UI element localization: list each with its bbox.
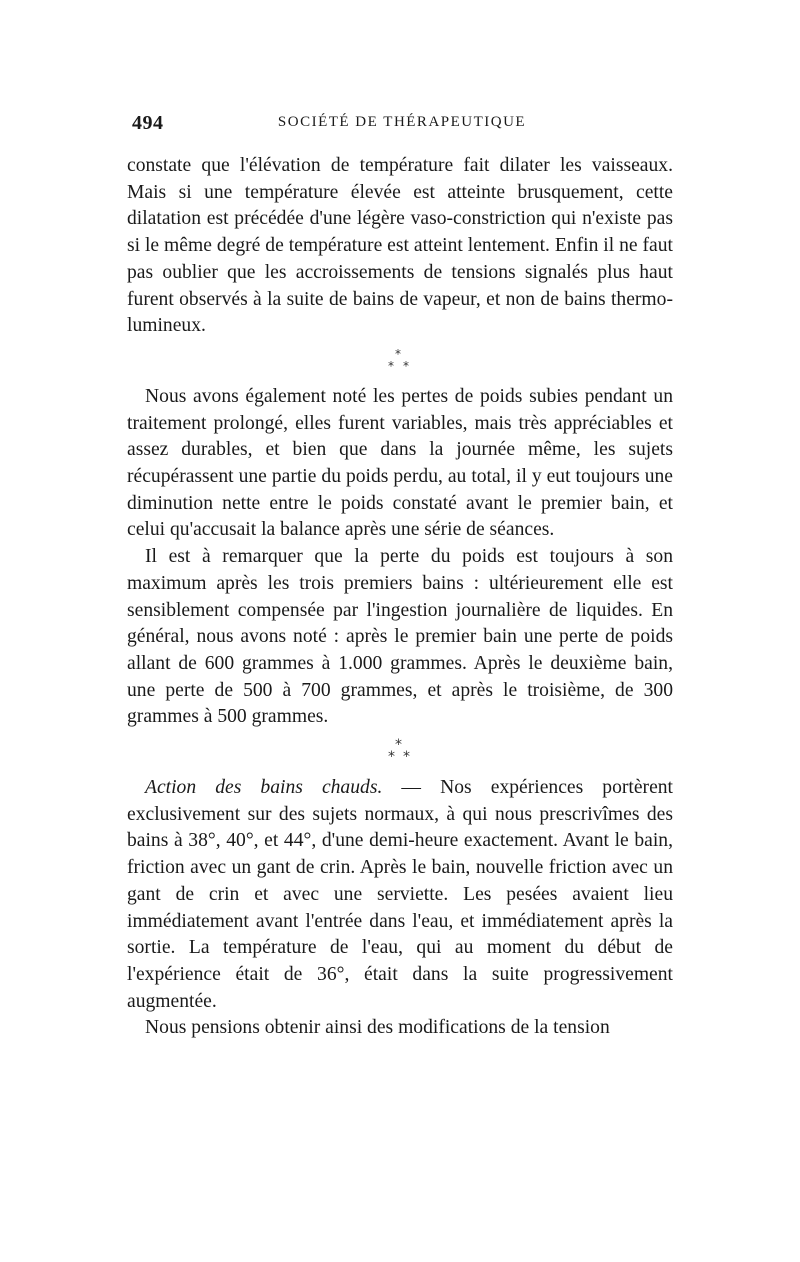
asterisk: * <box>388 358 394 373</box>
body-text <box>127 153 673 1042</box>
paragraph <box>127 775 673 1015</box>
section-heading: Action des bains chauds. <box>145 777 383 799</box>
paragraph: constate que l'élévation de température fait dilater les vaisseaux. Mais si une température élevée est atteinte brusquement, cette dilatation est précédée d'une légère vaso-constriction qui n'existe pas si le même degré de température est atteint lentement. Enfin il ne faut pas oublier que les accroissements de tensions signalés plus haut furent observés à la suite de bains de vapeur, et non de bains thermo-lumineux. <box>127 155 673 337</box>
asterisk: * <box>388 749 395 766</box>
paragraph: Nous avons également noté les pertes de poids subies pendant un traitement prolongé, elles furent variables, mais très appréciables et assez durables, et bien que dans la journée même, les sujets récupérassent une partie du poids perdu, au total, il y eut toujours une diminution nette entre le poids constaté avant le premier bain, et celui qu'accusait la balance après une série de séances. <box>127 385 673 541</box>
paragraph: Nous pensions obtenir ainsi des modifications de la tension <box>145 1017 610 1039</box>
page-number: 494 <box>132 112 164 134</box>
asterisk: * <box>395 346 401 361</box>
section-separator <box>370 340 430 384</box>
running-head <box>132 112 672 136</box>
paragraph: Il est à remarquer que la perte du poids est toujours à son maximum après les trois premiers bains : ultérieurement elle est sensiblement compensée par l'ingestion journalière de liquides. En général, nous avons noté : après le premier bain une perte de poids allant de 600 grammes à 1.000 grammes. Après le deuxième bain, une perte de 500 à 700 grammes, et après le troisième, de 300 grammes à 500 grammes. <box>127 546 673 728</box>
asterisk: * <box>403 358 409 373</box>
section-separator <box>370 731 430 775</box>
asterisk: * <box>403 749 410 766</box>
asterisk: * <box>395 737 402 754</box>
paragraph-text: — Nos expériences portèrent exclusivement sur des sujets normaux, à qui nous prescrivîmes des bains à 38°, 40°, et 44°, d'une demi-heure exactement. Avant le bain, friction avec un gant de crin. Après le bain, nouvelle friction avec un gant de crin et avec une serviette. Les pesées avaient lieu immédiatement avant l'entrée dans l'eau, et immédiatement après la sortie. La température de l'eau, qui au moment du début de l'expérience était de 36°, était dans la suite progressivement augmentée. <box>127 777 674 1012</box>
running-title: SOCIÉTÉ DE THÉRAPEUTIQUE <box>277 114 527 130</box>
